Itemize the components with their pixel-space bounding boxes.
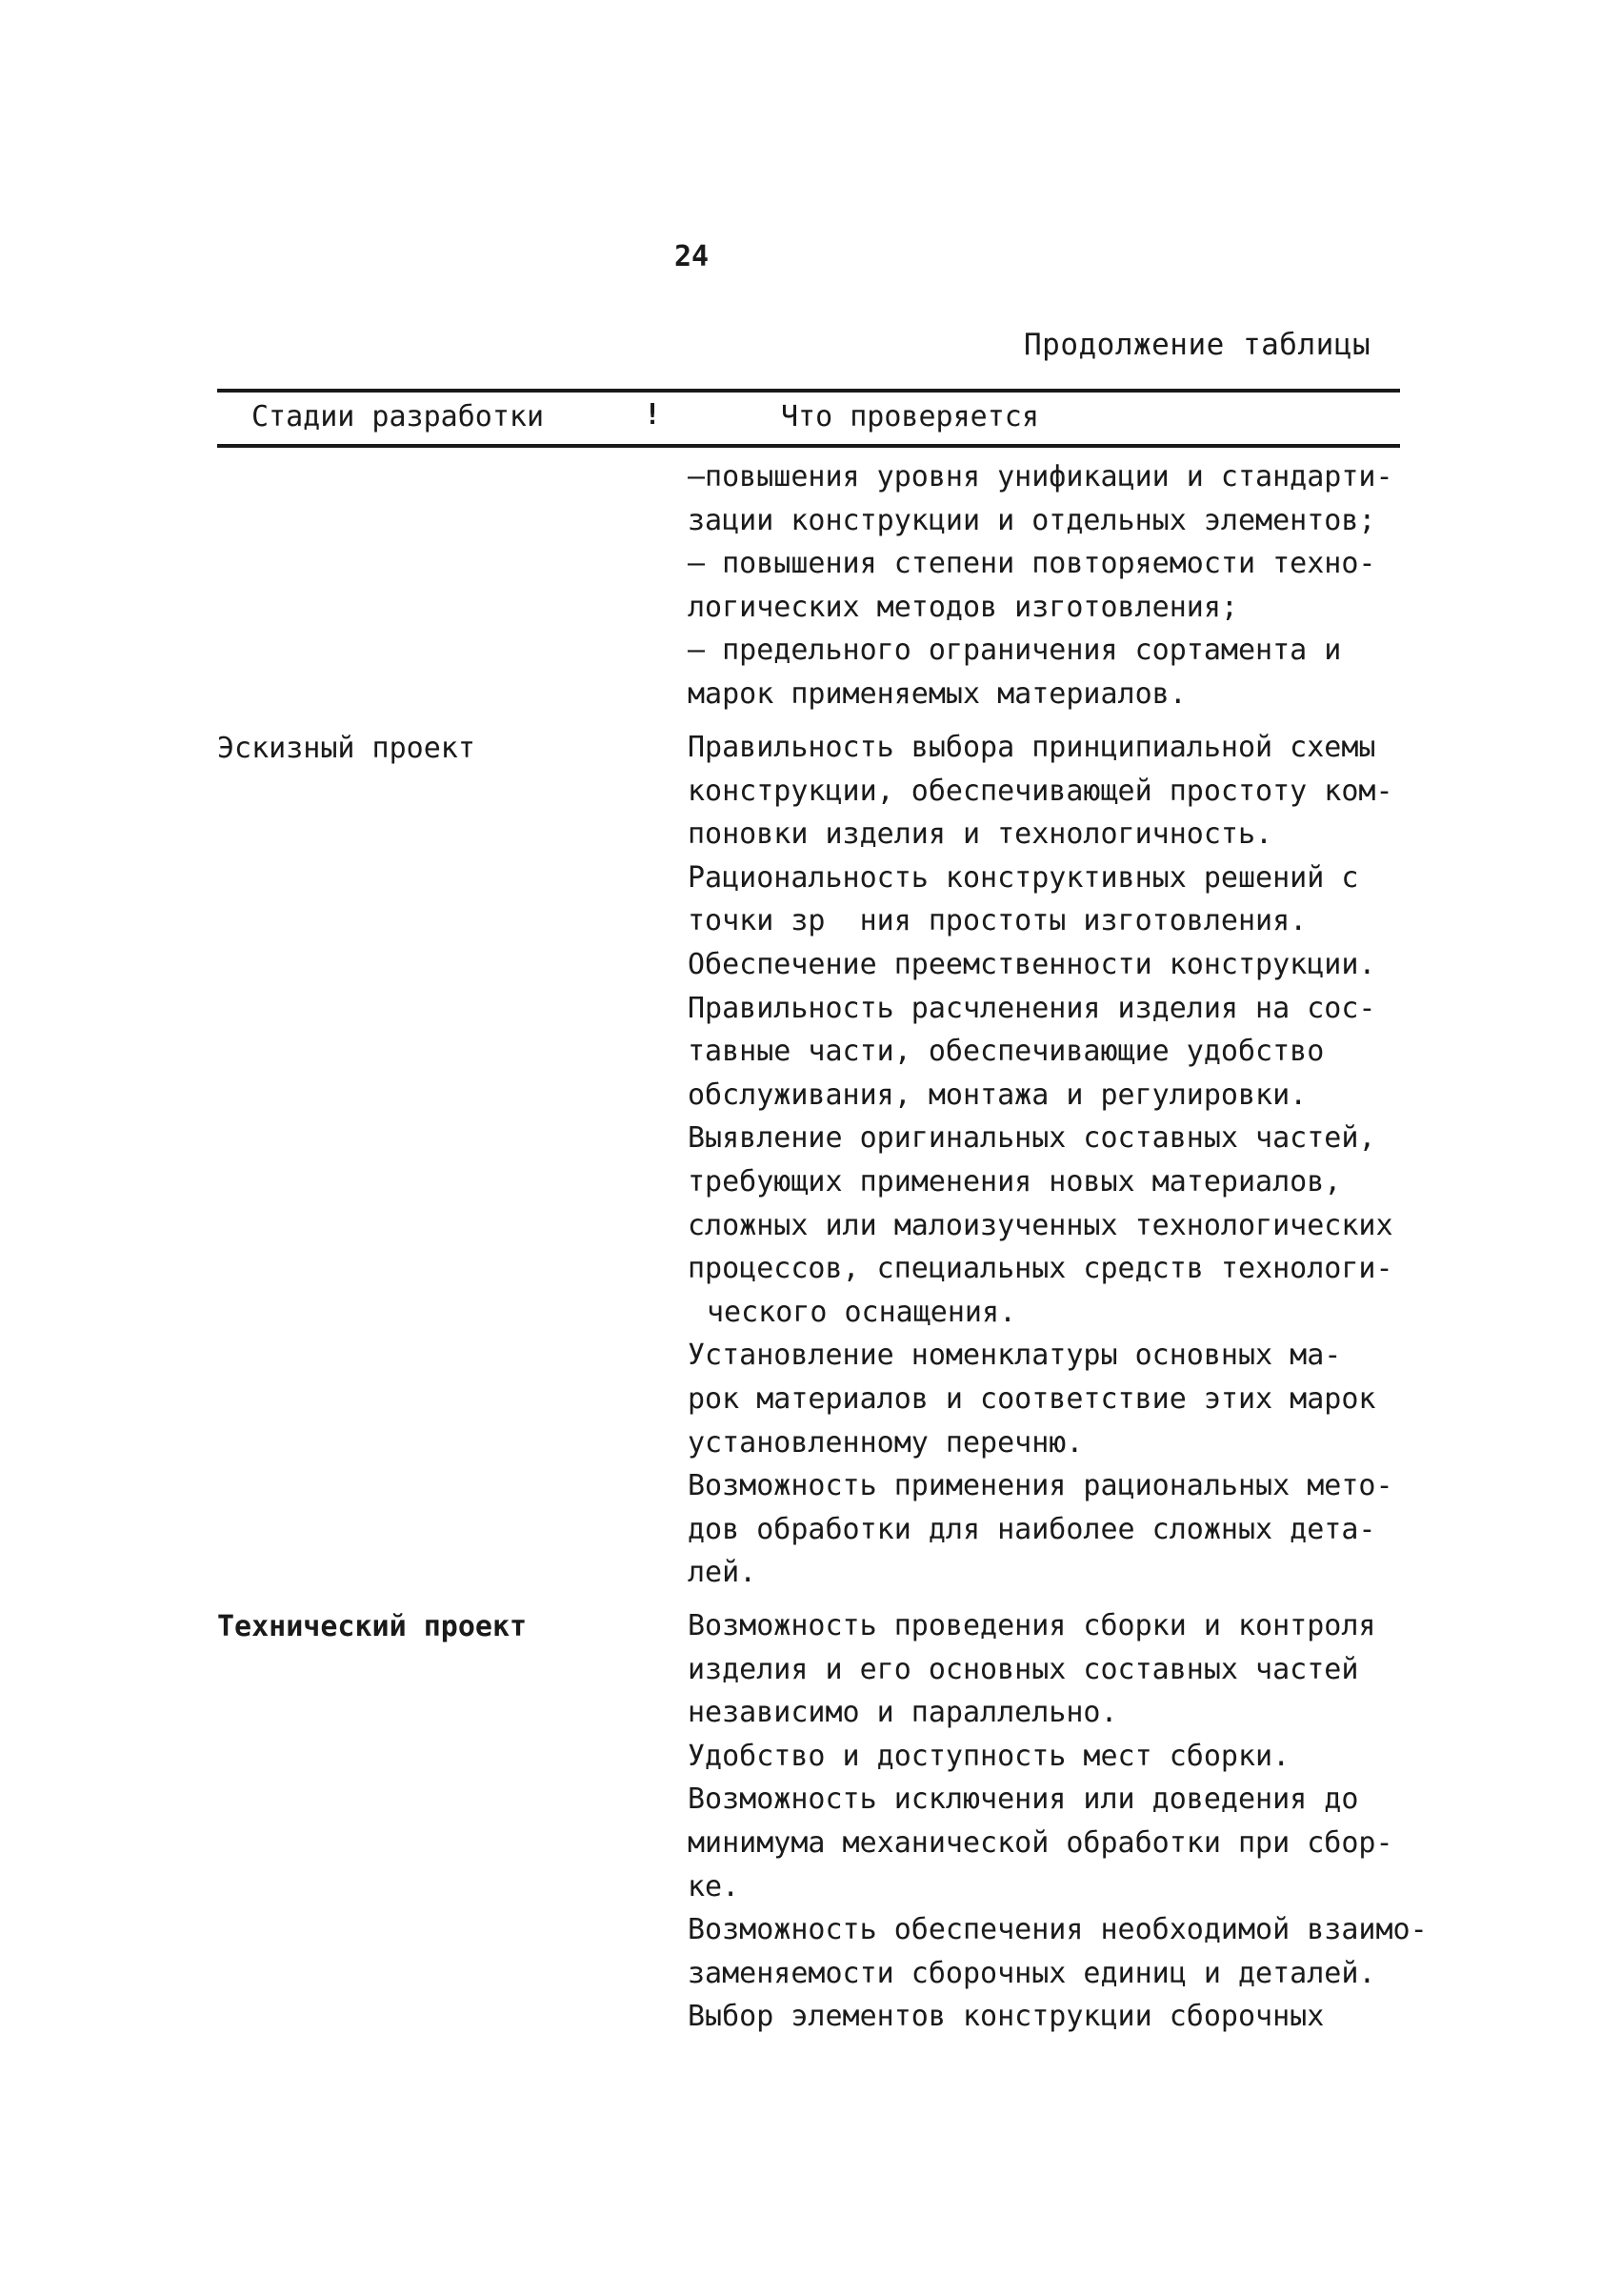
check-line: требующих применения новых материалов, [688, 1164, 1342, 1198]
check-line: Обеспечение преемственности конструкции. [688, 947, 1376, 981]
check-line: ке. [688, 1869, 740, 1903]
check-line: обслуживания, монтажа и регулировки. [688, 1078, 1308, 1112]
check-line: Удобство и доступность мест сборки. [688, 1739, 1291, 1773]
intro-line: — предельного ограничения сортамента и [688, 634, 1342, 668]
check-line: тавные части, обеспечивающие удобство [688, 1035, 1325, 1069]
check-line: рок материалов и соответствие этих марок [688, 1381, 1376, 1416]
check-line: Установление номенклатуры основных ма- [688, 1339, 1342, 1373]
check-line: заменяемости сборочных единиц и деталей. [688, 1956, 1376, 1990]
check-line: процессов, специальных средств технологи- [688, 1252, 1393, 1286]
check-line: точки зр ния простоты изготовления. [688, 904, 1308, 938]
check-line: независимо и параллельно. [688, 1696, 1118, 1730]
intro-block [688, 455, 1469, 716]
check-line: поновки изделия и технологичность. [688, 817, 1273, 852]
check-line: сложных или малоизученных технологических [688, 1208, 1393, 1242]
check-line: изделия и его основных составных частей [688, 1652, 1359, 1686]
check-line: Выявление оригинальных составных частей, [688, 1121, 1376, 1156]
stage-sketch-project: Эскизный проект [217, 732, 475, 765]
check-line: Возможность проведения сборки и контроля [688, 1609, 1376, 1642]
check-line: Правильность расчленения изделия на сос- [688, 991, 1376, 1025]
check-line: установленному перечню. [688, 1425, 1084, 1460]
stage-technical-project: Технический проект [217, 1610, 528, 1643]
check-line: минимума механической обработки при сбор- [688, 1825, 1393, 1860]
table-top-rule [217, 389, 1400, 393]
header-what-column: Что проверяется [781, 400, 1039, 433]
check-line: Рациональность конструктивных решений с [688, 860, 1359, 895]
check-line: конструкции, обеспечивающей простоту ком- [688, 774, 1393, 808]
check-line: Возможность исключения или доведения до [688, 1782, 1359, 1817]
check-line: ческого оснащения. [707, 1295, 1017, 1329]
technical-project-checks [688, 1604, 1469, 2039]
header-stage-column: Стадии разработки [251, 400, 545, 433]
table-header-rule [217, 444, 1400, 448]
header-separator: ! [644, 398, 662, 432]
intro-line: — повышения степени повторяемости техно- [688, 547, 1376, 581]
intro-line: –повышения уровня унификации и стандарти- [688, 460, 1393, 493]
intro-line: логических методов изготовления; [688, 590, 1238, 624]
continuation-label: Продолжение таблицы [1024, 328, 1371, 362]
check-line: Возможность применения рациональных мето- [688, 1469, 1393, 1503]
check-line: Правильность выбора принципиальной схемы [688, 731, 1376, 764]
intro-line: марок применяемых материалов. [688, 676, 1187, 711]
check-line: лей. [688, 1556, 757, 1590]
check-line: Возможность обеспечения необходимой взаимо- [688, 1913, 1428, 1947]
check-line: Выбор элементов конструкции сборочных [688, 2000, 1325, 2034]
check-line: дов обработки для наиболее сложных дета- [688, 1512, 1376, 1546]
sketch-project-checks [688, 726, 1469, 1595]
page-number: 24 [674, 240, 710, 273]
intro-line: зации конструкции и отдельных элементов; [688, 503, 1376, 537]
